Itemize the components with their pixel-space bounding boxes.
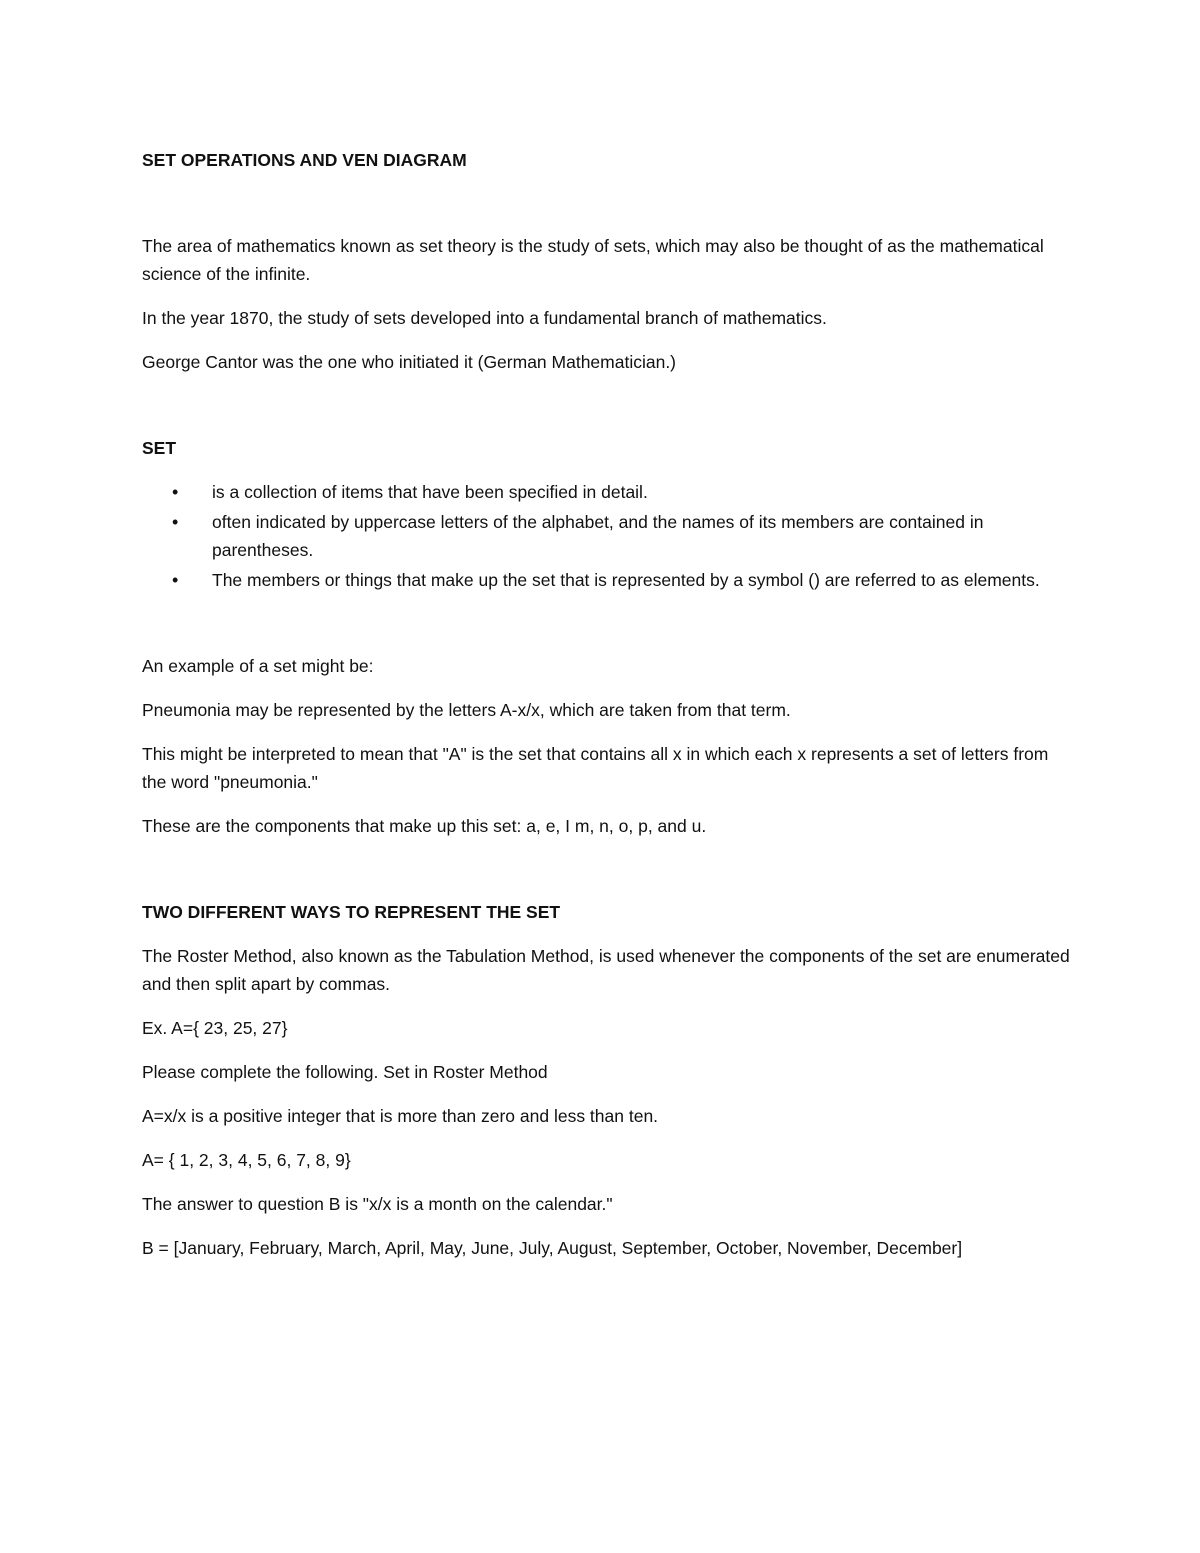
- list-item: [142, 566, 1072, 594]
- bullet-icon: •: [172, 512, 179, 532]
- intro-paragraph-2: In the year 1870, the study of sets developed into a fundamental branch of mathematics.: [142, 308, 827, 328]
- document-title: SET OPERATIONS AND VEN DIAGRAM: [142, 150, 467, 170]
- example-paragraph-3: This might be interpreted to mean that "A" is the set that contains all x in which each x represents a set of letters from the word "pneumonia.": [142, 744, 1049, 792]
- represent-paragraph-3: Please complete the following. Set in Roster Method: [142, 1062, 548, 1082]
- represent-paragraph-6: The answer to question B is "x/x is a month on the calendar.": [142, 1194, 613, 1214]
- set-bullet-list: [142, 478, 1072, 594]
- example-paragraph-2: Pneumonia may be represented by the letters A-x/x, which are taken from that term.: [142, 700, 791, 720]
- list-item: [142, 478, 1072, 506]
- represent-heading: TWO DIFFERENT WAYS TO REPRESENT THE SET: [142, 902, 561, 922]
- list-item-text: The members or things that make up the set that is represented by a symbol () are referred to as elements.: [212, 570, 1040, 590]
- document-body: [142, 146, 1072, 1262]
- represent-paragraph-2: Ex. A={ 23, 25, 27}: [142, 1018, 288, 1038]
- represent-paragraph-1: The Roster Method, also known as the Tabulation Method, is used whenever the components of the set are enumerated and then split apart by commas.: [142, 946, 1070, 994]
- represent-paragraph-7: B = [January, February, March, April, May, June, July, August, September, October, November, December]: [142, 1238, 963, 1258]
- example-paragraph-4: These are the components that make up this set: a, e, I m, n, o, p, and u.: [142, 816, 707, 836]
- represent-paragraph-5: A= { 1, 2, 3, 4, 5, 6, 7, 8, 9}: [142, 1150, 351, 1170]
- intro-paragraph-1: The area of mathematics known as set theory is the study of sets, which may also be thought of as the mathematical science of the infinite.: [142, 236, 1044, 284]
- list-item-text: often indicated by uppercase letters of the alphabet, and the names of its members are contained in parentheses.: [212, 512, 984, 560]
- bullet-icon: •: [172, 570, 179, 590]
- list-item-text: is a collection of items that have been specified in detail.: [212, 482, 648, 502]
- bullet-icon: •: [172, 482, 179, 502]
- intro-paragraph-3: George Cantor was the one who initiated it (German Mathematician.): [142, 352, 677, 372]
- set-heading: SET: [142, 438, 177, 458]
- list-item: [142, 508, 1072, 564]
- represent-paragraph-4: A=x/x is a positive integer that is more than zero and less than ten.: [142, 1106, 659, 1126]
- example-paragraph-1: An example of a set might be:: [142, 656, 374, 676]
